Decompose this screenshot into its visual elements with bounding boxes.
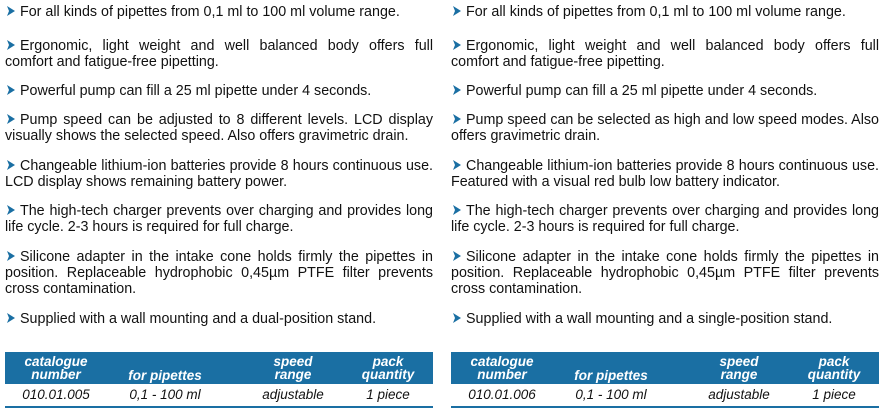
cell-speed-range: adjustable	[708, 387, 770, 402]
spec-table-header	[451, 352, 879, 384]
table-row	[451, 384, 879, 406]
cell-for-pipettes: 0,1 - 100 ml	[129, 387, 201, 402]
header-speed-range: speed range	[273, 354, 313, 382]
cell-pack-quantity: 1 piece	[812, 387, 856, 402]
chevron-right-icon	[451, 159, 465, 171]
feature-item	[5, 79, 433, 108]
chevron-right-icon	[451, 113, 465, 125]
feature-text: The high-tech charger prevents over charging and provides long life cycle. 2-3 hours is required for full charge.	[451, 203, 879, 235]
feature-list	[451, 0, 879, 336]
feature-text: Changeable lithium-ion batteries provide 8 hours continuous use. LCD display shows remaining battery power.	[5, 158, 433, 190]
feature-item	[451, 199, 879, 245]
cell-speed-range: adjustable	[262, 387, 324, 402]
feature-item	[5, 154, 433, 199]
chevron-right-icon	[5, 204, 19, 216]
feature-item	[451, 79, 879, 108]
table-row	[5, 384, 433, 406]
feature-text: The high-tech charger prevents over charging and provides long life cycle. 2-3 hours is required for full charge.	[5, 203, 433, 235]
feature-text: Ergonomic, light weight and well balanced body offers full comfort and fatigue-free pipetting.	[451, 38, 879, 70]
chevron-right-icon	[5, 312, 19, 324]
feature-item	[5, 199, 433, 245]
table-divider	[451, 406, 879, 408]
feature-text: Powerful pump can fill a 25 ml pipette under 4 seconds.	[20, 83, 372, 99]
cell-catalogue-number: 010.01.005	[22, 387, 90, 402]
feature-item	[5, 307, 433, 336]
chevron-right-icon	[5, 84, 19, 96]
cell-pack-quantity: 1 piece	[366, 387, 410, 402]
feature-item	[5, 0, 433, 34]
feature-item	[5, 34, 433, 79]
feature-item	[451, 245, 879, 307]
header-pack-quantity: pack quantity	[361, 354, 415, 382]
chevron-right-icon	[5, 159, 19, 171]
chevron-right-icon	[451, 5, 465, 17]
chevron-right-icon	[5, 5, 19, 17]
feature-text: For all kinds of pipettes from 0,1 ml to 100 ml volume range.	[466, 4, 846, 20]
feature-text: Supplied with a wall mounting and a single-position stand.	[466, 311, 833, 327]
feature-item	[451, 34, 879, 79]
feature-text: Pump speed can be selected as high and low speed modes. Also offers gravimetric drain.	[451, 112, 879, 144]
header-pack-quantity: pack quantity	[807, 354, 861, 382]
feature-text: For all kinds of pipettes from 0,1 ml to 100 ml volume range.	[20, 4, 400, 20]
feature-text: Supplied with a wall mounting and a dual-position stand.	[20, 311, 377, 327]
chevron-right-icon	[451, 39, 465, 51]
chevron-right-icon	[451, 312, 465, 324]
feature-text: Powerful pump can fill a 25 ml pipette under 4 seconds.	[466, 83, 818, 99]
spec-table-header	[5, 352, 433, 384]
feature-list	[5, 0, 433, 336]
feature-text: Silicone adapter in the intake cone holds firmly the pipettes in position. Replaceable hydrophobic 0,45µm PTFE filter prevents cross contamination.	[5, 249, 433, 297]
product-column-left	[5, 0, 433, 336]
chevron-right-icon	[5, 39, 19, 51]
feature-text: Silicone adapter in the intake cone holds firmly the pipettes in position. Replaceable hydrophobic 0,45µm PTFE filter prevents cross contamination.	[451, 249, 879, 297]
header-speed-range: speed range	[719, 354, 759, 382]
table-divider	[5, 406, 433, 408]
feature-item	[5, 108, 433, 154]
cell-for-pipettes: 0,1 - 100 ml	[575, 387, 647, 402]
feature-item	[5, 245, 433, 307]
feature-text: Changeable lithium-ion batteries provide 8 hours continuous use. Featured with a visual red bulb low battery indicator.	[451, 158, 879, 190]
chevron-right-icon	[451, 84, 465, 96]
header-catalogue-number: catalogue number	[470, 354, 534, 382]
feature-item	[451, 108, 879, 154]
feature-text: Ergonomic, light weight and well balanced body offers full comfort and fatigue-free pipetting.	[5, 38, 433, 70]
header-for-pipettes: for pipettes	[128, 368, 202, 383]
chevron-right-icon	[451, 250, 465, 262]
cell-catalogue-number: 010.01.006	[468, 387, 536, 402]
header-for-pipettes: for pipettes	[574, 368, 648, 383]
feature-item	[451, 307, 879, 336]
chevron-right-icon	[5, 113, 19, 125]
chevron-right-icon	[5, 250, 19, 262]
header-catalogue-number: catalogue number	[24, 354, 88, 382]
feature-item	[451, 0, 879, 34]
feature-item	[451, 154, 879, 199]
spec-table-right	[451, 352, 879, 406]
product-column-right	[451, 0, 879, 336]
feature-text: Pump speed can be adjusted to 8 different levels. LCD display visually shows the selected speed. Also offers gravimetric drain.	[5, 112, 433, 144]
chevron-right-icon	[451, 204, 465, 216]
spec-table-left	[5, 352, 433, 406]
